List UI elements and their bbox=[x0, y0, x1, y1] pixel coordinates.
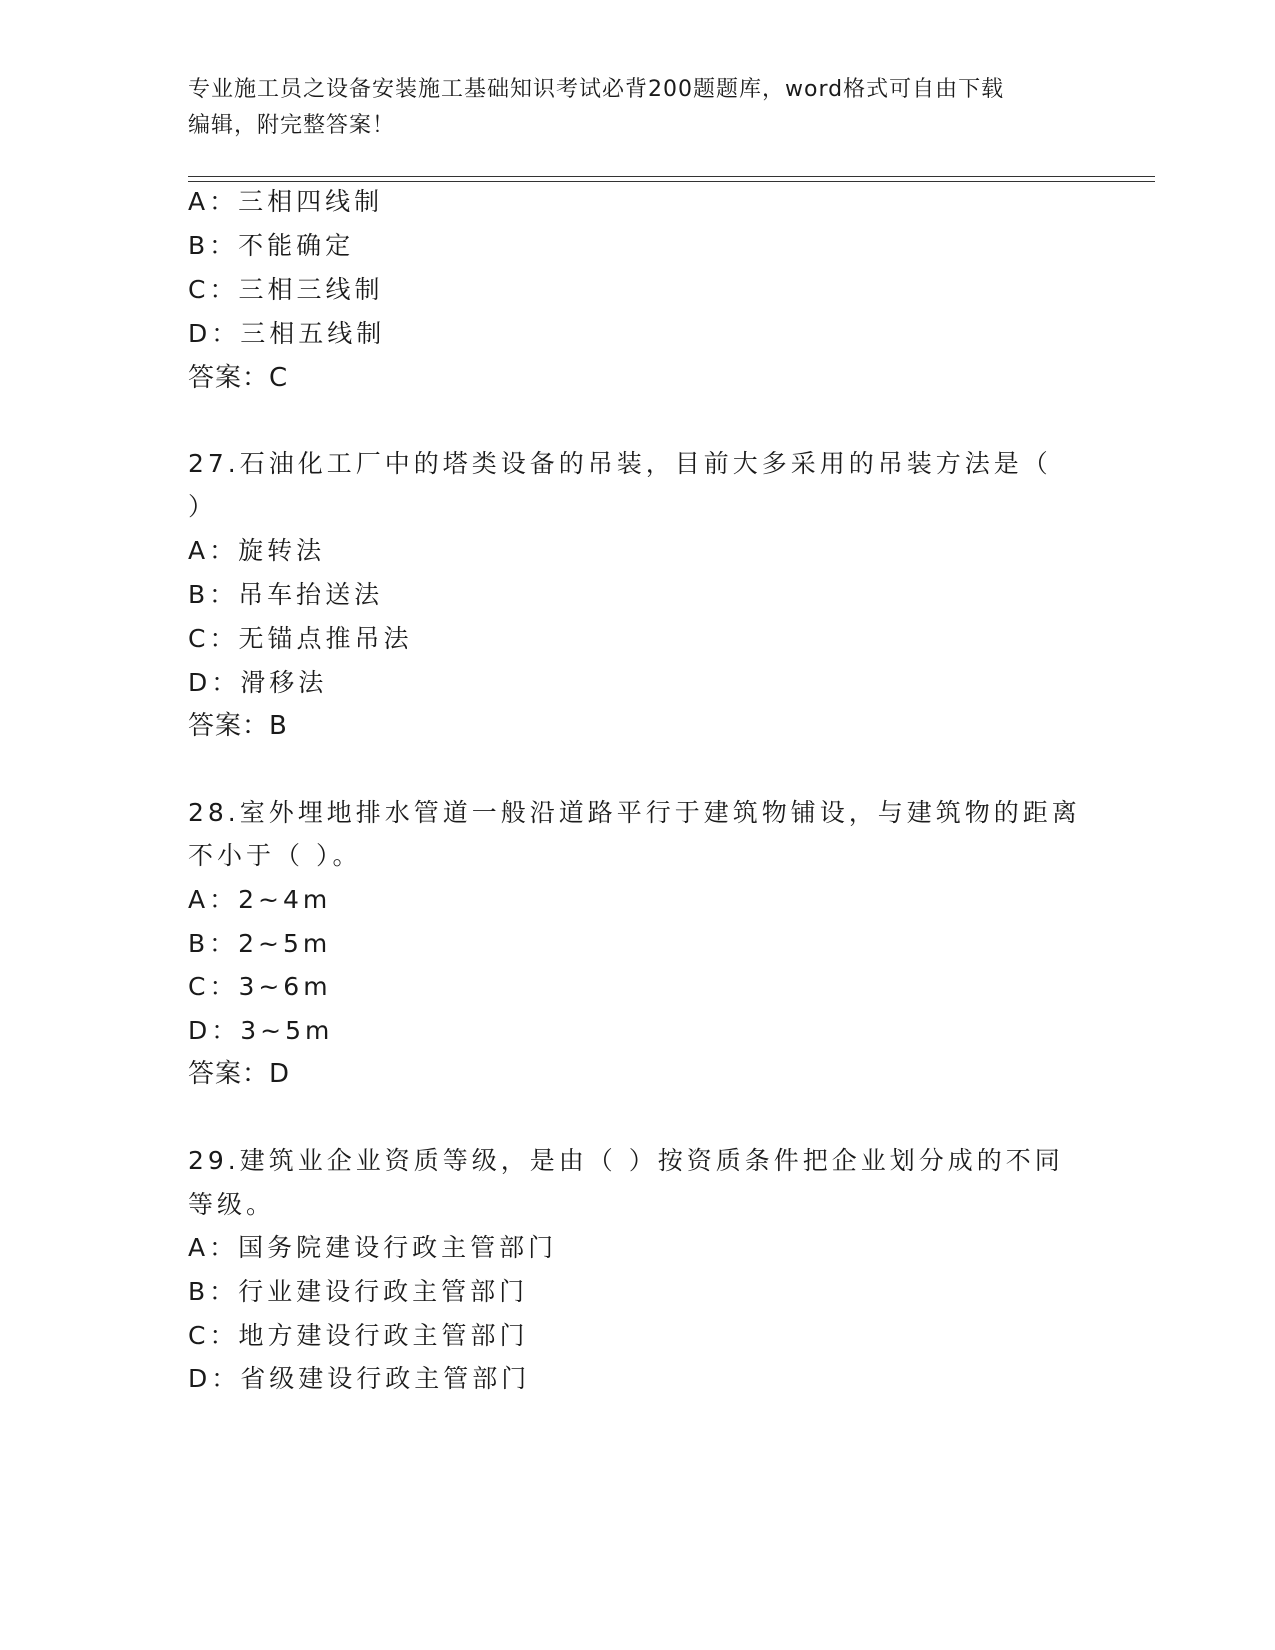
q28-question-line-1: 28.室外埋地排水管道一般沿道路平行于建筑物铺设，与建筑物的距离 bbox=[188, 798, 1081, 827]
q27-option-c: C：无锚点推吊法 bbox=[188, 624, 413, 653]
document-header bbox=[188, 72, 1088, 144]
q26-option-d: D：三相五线制 bbox=[188, 319, 386, 348]
q29-question-line-2: 等级。 bbox=[188, 1190, 276, 1219]
q26-option-a: A：三相四线制 bbox=[188, 187, 384, 216]
q28-question-line-2: 不小于（ ）。 bbox=[188, 841, 362, 870]
q26-answer: 答案：C bbox=[188, 363, 289, 393]
q27-option-a: A：旋转法 bbox=[188, 536, 326, 565]
header-divider-bottom bbox=[188, 181, 1155, 182]
q29-option-a: A：国务院建设行政主管部门 bbox=[188, 1233, 558, 1262]
q29-option-c: C：地方建设行政主管部门 bbox=[188, 1321, 529, 1350]
q28-option-d: D：3~5m bbox=[188, 1016, 334, 1045]
q27-option-d: D：滑移法 bbox=[188, 668, 328, 697]
header-line-1: 专业施工员之设备安装施工基础知识考试必背200题题库，word格式可自由下载 bbox=[188, 77, 1005, 102]
header-divider-top bbox=[188, 176, 1155, 177]
q29-option-b: B：行业建设行政主管部门 bbox=[188, 1277, 529, 1306]
q28-option-a: A：2~4m bbox=[188, 885, 332, 914]
q27-option-b: B：吊车抬送法 bbox=[188, 580, 384, 609]
q28-answer: 答案：D bbox=[188, 1059, 291, 1089]
q27-question-line-2: ） bbox=[188, 492, 218, 521]
q29-option-d: D：省级建设行政主管部门 bbox=[188, 1364, 531, 1393]
q26-option-c: C：三相三线制 bbox=[188, 275, 384, 304]
q28-option-c: C：3~6m bbox=[188, 972, 332, 1001]
q26-option-b: B：不能确定 bbox=[188, 231, 355, 260]
q29-question-line-1: 29.建筑业企业资质等级，是由（ ）按资质条件把企业划分成的不同 bbox=[188, 1146, 1064, 1175]
header-line-2: 编辑，附完整答案！ bbox=[188, 113, 396, 138]
q27-answer: 答案：B bbox=[188, 711, 288, 741]
q27-question-line-1: 27.石油化工厂中的塔类设备的吊装，目前大多采用的吊装方法是（ bbox=[188, 449, 1052, 478]
q28-option-b: B：2~5m bbox=[188, 929, 332, 958]
